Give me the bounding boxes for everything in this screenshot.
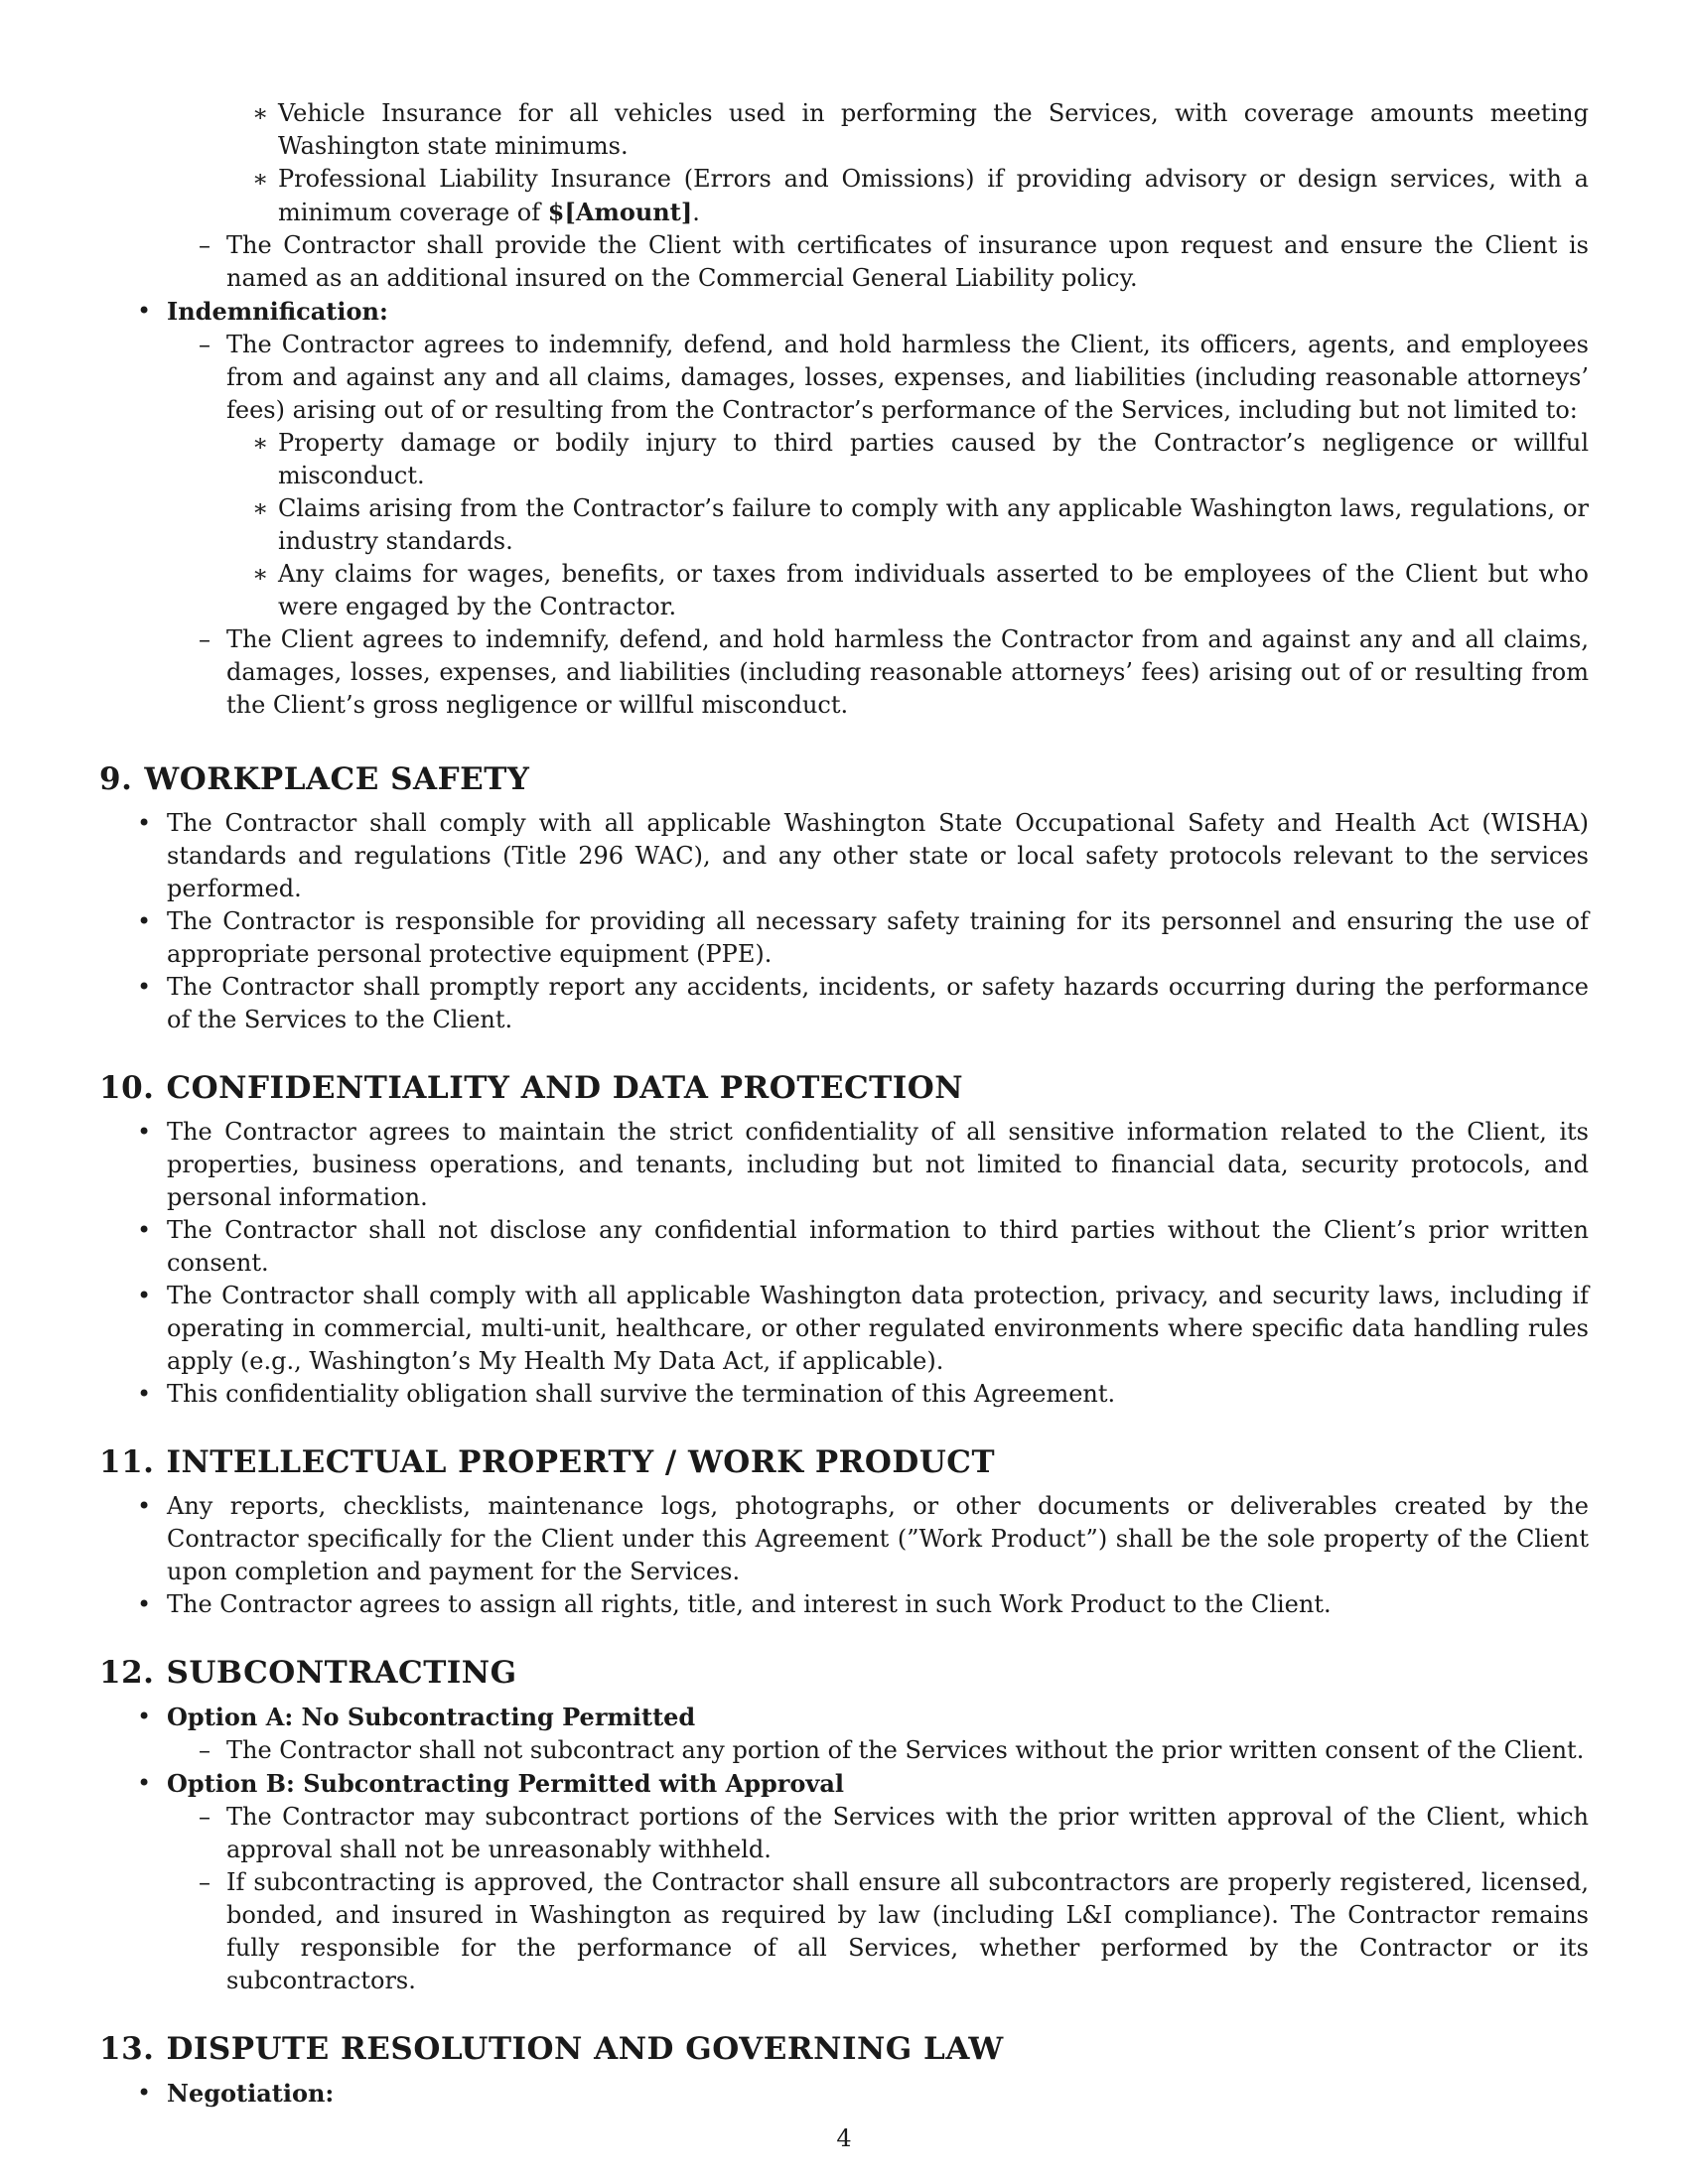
list-item: • The Contractor shall comply with all applicable Washington data protection, privacy, and security laws, including if operating in commercial, multi-unit, healthcare, or other regulated environments where specific data handling rules apply (e.g., Washington’s My Health My Data Act, if applicable). <box>99 1280 1589 1378</box>
contractor-indemnity-item <box>167 329 1589 623</box>
list-item: ∗ Property damage or bodily injury to third parties caused by the Contractor’s negligence or willful misconduct. <box>226 427 1589 492</box>
option-b-label: Option B: Subcontracting Permitted with Approval <box>167 1769 845 1798</box>
indemnification-sublist <box>167 329 1589 722</box>
section-12-list <box>99 1701 1589 1997</box>
list-item: • This confidentiality obligation shall survive the termination of this Agreement. <box>99 1378 1589 1411</box>
amount-placeholder: $[Amount] <box>547 198 693 226</box>
professional-liability-text: Professional Liability Insurance (Errors and Omissions) if providing advisory or design services, with a minimum coverage of <box>278 165 1589 226</box>
list-item: • The Contractor agrees to maintain the strict confidentiality of all sensitive information related to the Client, its properties, business operations, and tenants, including but not limited to financial data, security protocols, and personal information. <box>99 1116 1589 1214</box>
section-title: DISPUTE RESOLUTION AND GOVERNING LAW <box>166 2031 1004 2067</box>
section-number: 13. <box>99 2031 155 2067</box>
section-heading-12 <box>99 1653 1589 1693</box>
professional-liability-suffix: . <box>692 199 700 226</box>
document-page <box>99 97 1589 2111</box>
list-item: • The Contractor agrees to assign all rights, title, and interest in such Work Product to the Client. <box>99 1588 1589 1621</box>
list-item: ∗ Claims arising from the Contractor’s failure to comply with any applicable Washington laws, regulations, or industry standards. <box>226 492 1589 558</box>
negotiation-item <box>99 2077 1589 2111</box>
list-item: – If subcontracting is approved, the Contractor shall ensure all subcontractors are properly registered, licensed, bonded, and insured in Washington as required by law (including L&I compliance). The Contractor remains fully responsible for the performance of all Services, whether performed by the Contractor or its subcontractors. <box>167 1866 1589 1997</box>
contractor-indemnity-text: The Contractor agrees to indemnify, defend, and hold harmless the Client, its officers, agents, and employees from and against any and all claims, damages, losses, expenses, and liabilities (including reasonable attorneys’ fees) arising out of or resulting from the Contractor’s performance of the Services, including but not limited to: <box>226 331 1589 424</box>
list-item: ∗ Any claims for wages, benefits, or taxes from individuals asserted to be employees of the Client but who were engaged by the Contractor. <box>226 558 1589 623</box>
section-title: CONFIDENTIALITY AND DATA PROTECTION <box>166 1070 964 1106</box>
indemnification-list <box>99 295 1589 722</box>
section-number: 12. <box>99 1655 155 1691</box>
indemnity-claims-list <box>226 427 1589 623</box>
option-a-item <box>99 1701 1589 1767</box>
section-title: WORKPLACE SAFETY <box>144 761 530 797</box>
section-number: 9. <box>99 761 133 797</box>
section-number: 11. <box>99 1444 155 1480</box>
certificates-item: – The Contractor shall provide the Client with certificates of insurance upon request and ensure the Client is named as an additional insured on the Commercial General Liability policy. <box>167 229 1589 295</box>
list-item: • The Contractor is responsible for providing all necessary safety training for its personnel and ensuring the use of appropriate personal protective equipment (PPE). <box>99 905 1589 971</box>
indemnification-item <box>99 295 1589 722</box>
option-a-label: Option A: No Subcontracting Permitted <box>167 1703 696 1731</box>
insurance-certificates-list <box>99 229 1589 295</box>
section-number: 10. <box>99 1070 155 1106</box>
section-heading-9 <box>99 759 1589 799</box>
indemnification-label: Indemnification: <box>167 297 388 326</box>
section-13-list <box>99 2077 1589 2111</box>
list-item: – The Contractor shall not subcontract any portion of the Services without the prior written consent of the Client. <box>167 1734 1589 1767</box>
section-9-list <box>99 807 1589 1036</box>
negotiation-label: Negotiation: <box>167 2079 335 2108</box>
list-item: • Any reports, checklists, maintenance logs, photographs, or other documents or deliverables created by the Contractor specifically for the Client under this Agreement (”Work Product”) shall be the sole property of the Client upon completion and payment for the Services. <box>99 1490 1589 1588</box>
option-b-item <box>99 1767 1589 1997</box>
section-11-list <box>99 1490 1589 1621</box>
list-item: • The Contractor shall not disclose any confidential information to third parties without the Client’s prior written consent. <box>99 1214 1589 1280</box>
list-item: • The Contractor shall promptly report any accidents, incidents, or safety hazards occurring during the performance of the Services to the Client. <box>99 971 1589 1036</box>
professional-liability-item <box>226 163 1589 229</box>
vehicle-insurance-item: ∗ Vehicle Insurance for all vehicles used in performing the Services, with coverage amounts meeting Washington state minimums. <box>226 97 1589 163</box>
page-number: 4 <box>836 2124 852 2152</box>
section-heading-13 <box>99 2029 1589 2069</box>
section-heading-11 <box>99 1442 1589 1482</box>
option-b-sublist <box>167 1801 1589 1997</box>
section-title: INTELLECTUAL PROPERTY / WORK PRODUCT <box>166 1444 996 1480</box>
insurance-list <box>99 97 1589 229</box>
section-title: SUBCONTRACTING <box>166 1655 517 1691</box>
option-a-sublist <box>167 1734 1589 1767</box>
section-10-list <box>99 1116 1589 1411</box>
list-item: • The Contractor shall comply with all applicable Washington State Occupational Safety and Health Act (WISHA) standards and regulations (Title 296 WAC), and any other state or local safety protocols relevant to the services performed. <box>99 807 1589 905</box>
list-item: – The Contractor may subcontract portions of the Services with the prior written approval of the Client, which approval shall not be unreasonably withheld. <box>167 1801 1589 1866</box>
client-indemnity-item: – The Client agrees to indemnify, defend, and hold harmless the Contractor from and against any and all claims, damages, losses, expenses, and liabilities (including reasonable attorneys’ fees) arising out of or resulting from the Client’s gross negligence or willful misconduct. <box>167 623 1589 722</box>
section-heading-10 <box>99 1068 1589 1108</box>
